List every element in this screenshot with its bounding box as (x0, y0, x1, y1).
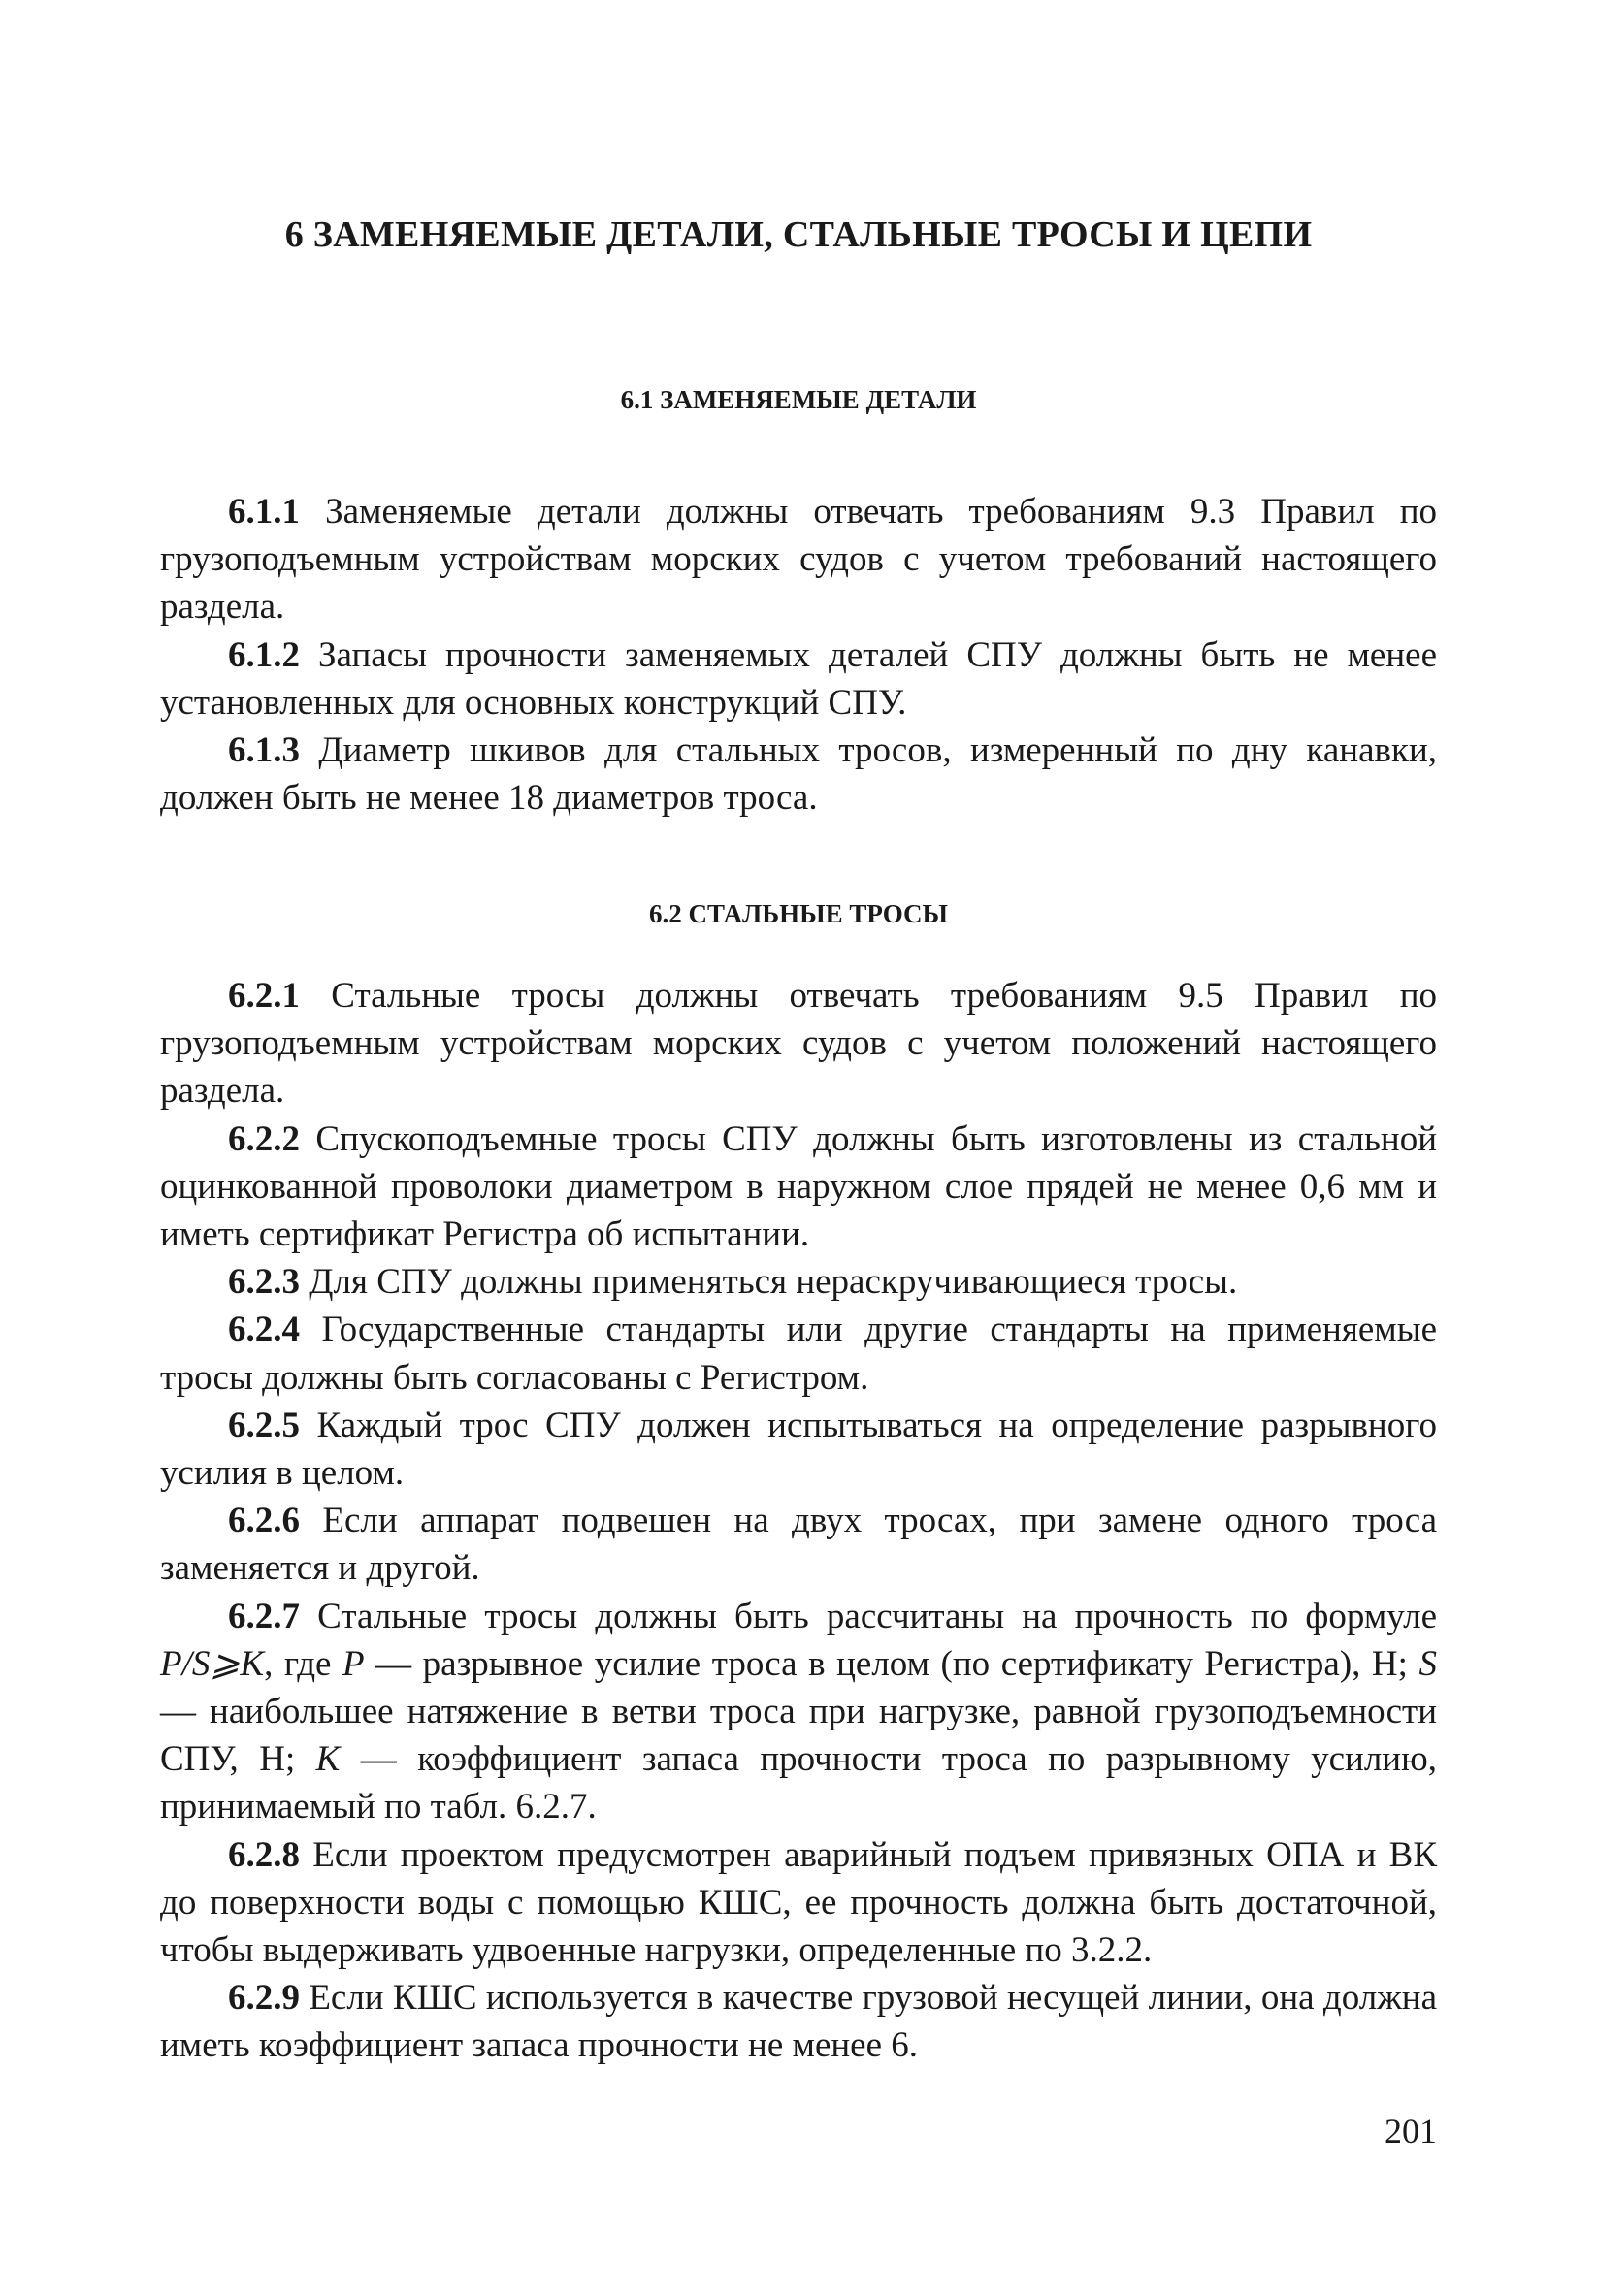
clause-text: Запасы прочности заменяемых деталей СПУ должны быть не менее установленных для основных конструкций СПУ. (160, 634, 1437, 723)
clause-text: Если аппарат подвешен на двух тросах, при замене одного троса заменяется и другой. (160, 1501, 1437, 1589)
clause-text: , где (264, 1643, 342, 1684)
chapter-title: 6 ЗАМЕНЯЕМЫЕ ДЕТАЛИ, СТАЛЬНЫЕ ТРОСЫ И ЦЕПИ (284, 214, 1313, 255)
paragraph-6-2-9 (160, 1974, 1437, 2069)
paragraph-6-1-3 (160, 727, 1437, 822)
paragraph-6-2-5 (160, 1402, 1437, 1497)
page-number: 201 (1385, 2112, 1437, 2150)
variable-k: K (315, 1739, 341, 1780)
clause-text: Если проектом предусмотрен аварийный подъем привязных ОПА и ВК до поверхности воды с помощью КШС, ее прочность должна быть достаточной, чтобы выдерживать удвоенные нагрузки, определенные по 3.2.2. (160, 1834, 1437, 1971)
paragraph-6-2-7 (160, 1593, 1437, 1831)
clause-text: — коэффициент запаса прочности троса по разрывному усилию, принимаемый по табл. 6.2.7. (160, 1739, 1437, 1827)
section-6-1-body (160, 488, 1437, 822)
clause-number: 6.2.7 (228, 1596, 300, 1636)
variable-p: P (342, 1643, 365, 1684)
clause-text: Если КШС используется в качестве грузовой несущей линии, она должна иметь коэффициент запаса прочности не менее 6. (160, 1978, 1437, 2066)
clause-text: Для СПУ должны применяться нераскручивающиеся тросы. (300, 1262, 1238, 1303)
clause-number: 6.1.1 (228, 492, 300, 532)
paragraph-6-2-2 (160, 1116, 1437, 1259)
clause-text: Спускоподъемные тросы СПУ должны быть изготовлены из стальной оцинкованной проволоки диаметром в наружном слое прядей не менее 0,6 мм и иметь сертификат Регистра об испытании. (160, 1118, 1437, 1255)
clause-number: 6.2.4 (228, 1310, 300, 1350)
clause-text: Стальные тросы должны отвечать требованиям 9.5 Правил по грузоподъемным устройствам морских судов с учетом положений настоящего раздела. (160, 976, 1437, 1112)
paragraph-6-1-1 (160, 488, 1437, 631)
clause-number: 6.2.6 (228, 1501, 300, 1541)
clause-text: Диаметр шкивов для стальных тросов, измеренный по дну канавки, должен быть не менее 18 диаметров троса. (160, 730, 1437, 819)
clause-number: 6.2.9 (228, 1978, 300, 2019)
clause-number: 6.1.3 (228, 730, 300, 771)
clause-number: 6.2.8 (228, 1834, 300, 1875)
paragraph-6-2-4 (160, 1306, 1437, 1401)
paragraph-6-2-6 (160, 1497, 1437, 1592)
clause-text: Каждый трос СПУ должен испытываться на определение разрывного усилия в целом. (160, 1405, 1437, 1494)
paragraph-6-2-3 (160, 1258, 1437, 1306)
section-title-6-2: 6.2 СТАЛЬНЫЕ ТРОСЫ (648, 899, 949, 928)
variable-s: S (1418, 1643, 1437, 1684)
clause-number: 6.2.1 (228, 976, 300, 1016)
paragraph-6-2-1 (160, 972, 1437, 1116)
section-6-2-body (160, 972, 1437, 2070)
clause-text: — разрывное усилие троса в целом (по сертификату Регистра), Н; (364, 1643, 1419, 1684)
clause-text: — наибольшее натяжение в ветви троса при нагрузке, равной грузоподъемности СПУ, Н; (160, 1692, 1437, 1780)
formula: P/S⩾K (160, 1643, 265, 1684)
section-title-6-1: 6.1 ЗАМЕНЯЕМЫЕ ДЕТАЛИ (620, 385, 977, 414)
clause-text: Стальные тросы должны быть рассчитаны на прочность по формуле (300, 1596, 1437, 1636)
clause-number: 6.2.2 (228, 1118, 300, 1159)
paragraph-6-2-8 (160, 1831, 1437, 1975)
clause-number: 6.2.5 (228, 1405, 300, 1445)
paragraph-6-1-2 (160, 631, 1437, 727)
clause-text: Заменяемые детали должны отвечать требованиям 9.3 Правил по грузоподъемным устройствам морских судов с учетом требований настоящего раздела. (160, 492, 1437, 628)
clause-number: 6.2.3 (228, 1262, 300, 1303)
clause-number: 6.1.2 (228, 634, 300, 675)
clause-text: Государственные стандарты или другие стандарты на применяемые тросы должны быть согласованы с Регистром. (160, 1310, 1437, 1398)
